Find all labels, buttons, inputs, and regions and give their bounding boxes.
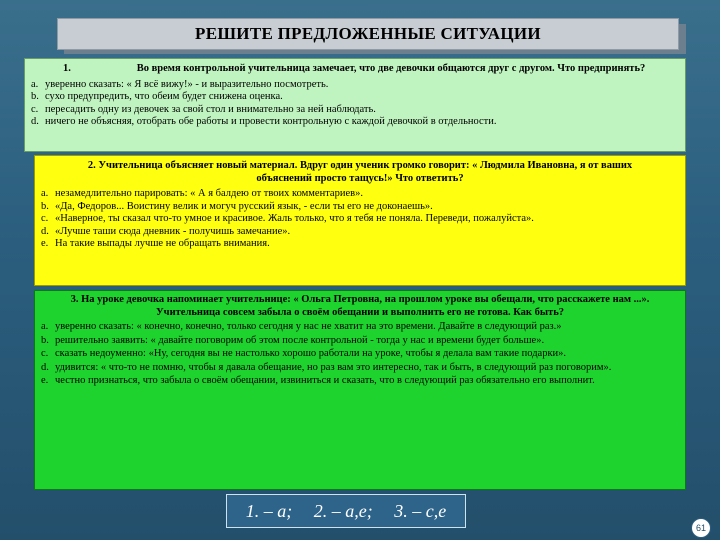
situation-1-number: 1.	[63, 63, 71, 74]
option-letter: c.	[41, 213, 49, 224]
option-letter: b.	[31, 91, 39, 102]
answer-1: 1. – а;	[245, 500, 293, 521]
option-text: уверенно сказать: « конечно, конечно, только сегодня у нас не хватит на это времени. Давайте в следующий раз.»	[55, 321, 562, 332]
answer-3: 3. – с,е	[394, 500, 447, 521]
option-item	[41, 362, 679, 375]
option-letter: d.	[31, 116, 39, 127]
option-text: пересадить одну из девочек за свой стол и внимательно за ней наблюдать.	[45, 103, 376, 115]
option-text: решительно заявить: « давайте поговорим об этом после контрольной - тогда у нас и времени будет больше».	[55, 334, 545, 346]
option-item	[31, 116, 679, 129]
option-letter: a.	[31, 78, 39, 90]
option-letter: d.	[41, 225, 49, 237]
option-text: «Лучше таши сюда дневник - получишь замечание».	[55, 225, 291, 237]
option-item	[41, 238, 679, 251]
option-item	[41, 213, 679, 226]
option-item	[41, 321, 679, 334]
option-letter: b.	[41, 334, 49, 346]
option-item	[31, 79, 679, 92]
option-text: На такие выпады лучше не обращать внимания.	[55, 238, 270, 249]
option-text: сказать недоуменно: «Ну, сегодня вы не настолько хорошо работали на уроке, чтобы я делала вам такие подарки».	[55, 348, 567, 359]
situation-1-question	[25, 59, 685, 76]
option-letter: a.	[41, 188, 49, 199]
option-item	[31, 91, 679, 104]
option-letter: c.	[31, 103, 39, 115]
option-text: «Да, Федоров... Воистину велик и могуч русский язык, - если ты его не доконаешь».	[55, 200, 433, 212]
option-text: честно признаться, что забыла о своём обещании, извиниться и сказать, что в следующий раз обязательно его выполнит.	[55, 375, 595, 386]
situation-1-options	[25, 76, 685, 129]
option-letter: a.	[41, 321, 49, 332]
option-text: «Наверное, ты сказал что-то умное и красивое. Жаль только, что я тебя не поняла. Переведи, пожалуйста».	[55, 213, 534, 224]
situation-1-question-text: Во время контрольной учительница замечает, что две девочки общаются друг с другом. Что предпринять?	[136, 63, 646, 74]
option-letter: c.	[41, 348, 49, 359]
situation-3-options	[35, 321, 685, 388]
situation-2-question: 2. Учительница объясняет новый материал. Вдруг один ученик громко говорит: « Людмила Ивановна, я от ваших объяснений просто тащусь!» Что ответить?	[87, 160, 633, 184]
situation-2-options	[35, 188, 685, 251]
option-letter: b.	[41, 200, 49, 212]
option-item	[41, 348, 679, 361]
answer-2: 2. – а,е;	[313, 500, 373, 521]
page-number-badge: 61	[691, 518, 711, 538]
option-item	[41, 335, 679, 348]
option-item	[41, 375, 679, 388]
option-letter: e.	[41, 238, 49, 249]
option-item	[41, 226, 679, 239]
slide-title: РЕШИТЕ ПРЕДЛОЖЕННЫЕ СИТУАЦИИ	[57, 18, 679, 50]
option-text: сухо предупредить, что обеим будет снижена оценка.	[45, 91, 283, 102]
situation-3-box	[34, 290, 686, 490]
answer-box	[226, 494, 466, 528]
situation-1-box	[24, 58, 686, 152]
option-item	[41, 188, 679, 201]
option-text: удивится: « что-то не помню, чтобы я давала обещание, но раз вам это интересно, так и быть, в следующий раз поговорим».	[55, 361, 612, 373]
option-text: незамедлительно парировать: « А я балдею от твоих комментариев».	[55, 188, 363, 199]
option-letter: d.	[41, 361, 49, 373]
option-item	[31, 104, 679, 117]
option-text: уверенно сказать: « Я всё вижу!» - и выразительно посмотреть.	[45, 78, 329, 90]
situation-2-box	[34, 155, 686, 286]
option-item	[41, 201, 679, 214]
option-letter: e.	[41, 375, 49, 386]
situation-3-question: 3. На уроке девочка напоминает учительнице: « Ольга Петровна, на прошлом уроке вы обещали, что расскажете нам ...». Учительница совсем забыла о своём обещании и выполнить его не готова. Как быть?	[70, 294, 650, 318]
option-text: ничего не объясняя, отобрать обе работы и провести контрольную с каждой девочкой в отдельности.	[45, 116, 497, 127]
